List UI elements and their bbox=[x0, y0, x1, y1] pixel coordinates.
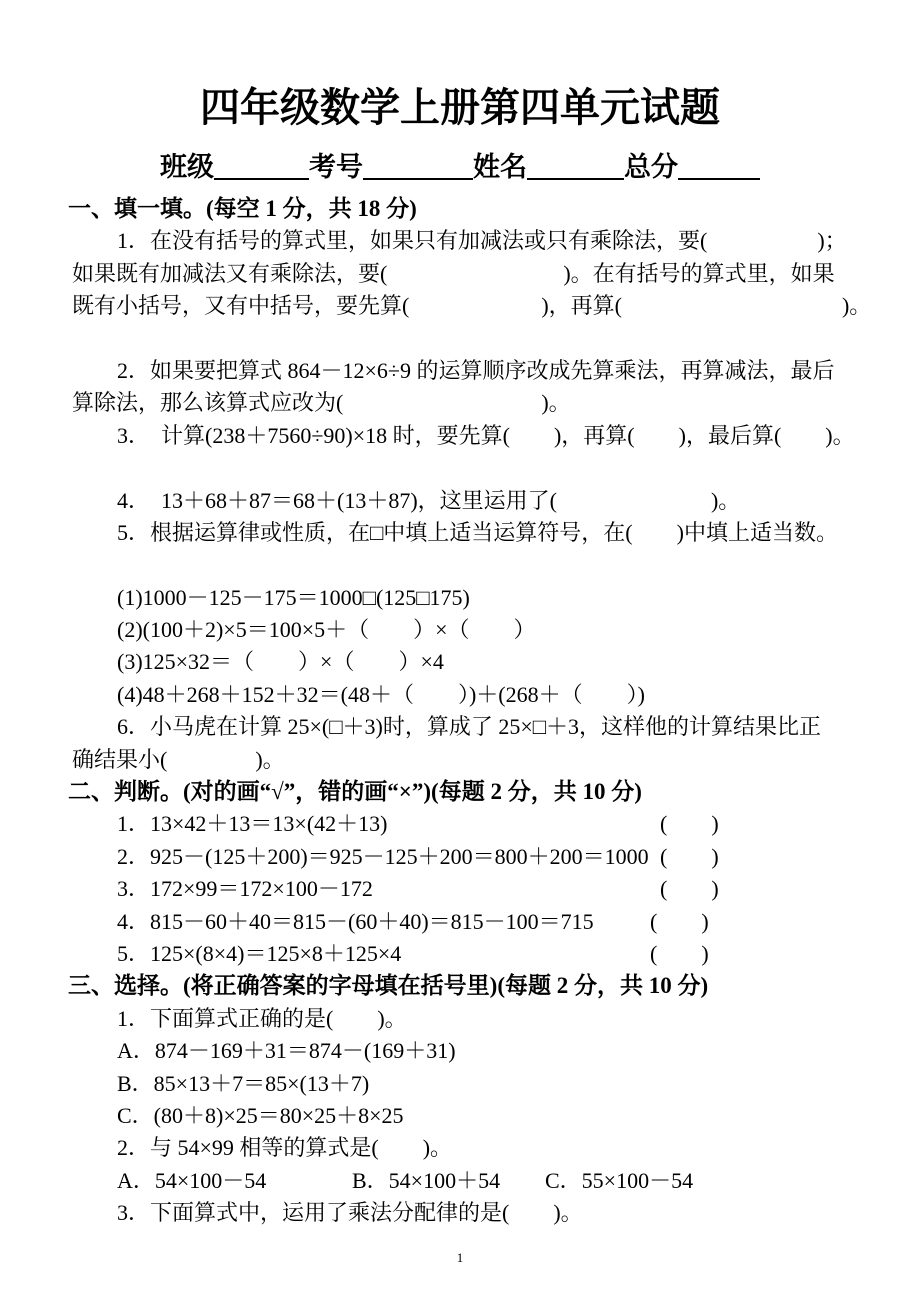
choice-q2-option-b: B．54×100＋54 bbox=[352, 1167, 501, 1193]
section-3-heading: 三、选择。(将正确答案的字母填在括号里)(每题 2 分，共 10 分) bbox=[68, 973, 709, 999]
judgment-statement: 4．815－60＋40＝815－(60＋40)＝815－100＝715 bbox=[117, 908, 594, 934]
judgment-answer-bracket: ( ) bbox=[660, 876, 719, 902]
exam-title: 四年级数学上册第四单元试题 bbox=[200, 86, 720, 130]
fill-q5-subitem-3: (3)125×32＝（ ）×（ ）×4 bbox=[117, 649, 444, 675]
section-1-heading: 一、填一填。(每空 1 分，共 18 分) bbox=[68, 196, 417, 221]
section-2-heading: 二、判断。(对的画“√”，错的画“×”)(每题 2 分，共 10 分) bbox=[68, 779, 642, 805]
fill-q4-line-1: 4． 13＋68＋87＝68＋(13＋87)，这里运用了( )。 bbox=[117, 487, 741, 513]
fill-q5-subitem-1: (1)1000－125－175＝1000□(125□175) bbox=[117, 584, 470, 610]
judgment-statement: 1．13×42＋13＝13×(42＋13) bbox=[117, 811, 388, 837]
judgment-statement: 2．925－(125＋200)＝925－125＋200＝800＋200＝1000 bbox=[117, 843, 649, 869]
fill-q2-line-1: 2．如果要把算式 864－12×6÷9 的运算顺序改成先算乘法，再算减法，最后 bbox=[117, 357, 835, 383]
fill-q6-line-2: 确结果小( )。 bbox=[72, 746, 285, 772]
total-score-blank-line bbox=[678, 178, 760, 180]
judgment-item-4 bbox=[0, 906, 920, 938]
judgment-statement: 5．125×(8×4)＝125×8＋125×4 bbox=[117, 940, 402, 966]
judgment-answer-bracket: ( ) bbox=[650, 940, 709, 966]
fill-q2-line-2: 算除法，那么该算式应改为( )。 bbox=[72, 390, 571, 416]
fill-q5-subitem-2: (2)(100＋2)×5＝100×5＋（ ）×（ ） bbox=[117, 617, 536, 643]
fill-q6-line-1: 6．小马虎在计算 25×(□＋3)时，算成了 25×□＋3，这样他的计算结果比正 bbox=[117, 714, 822, 740]
fill-q5-subitem-4: (4)48＋268＋152＋32＝(48＋（ ）)＋(268＋（ ）) bbox=[117, 681, 645, 707]
choice-q3-stem: 3．下面算式中，运用了乘法分配律的是( )。 bbox=[117, 1200, 583, 1226]
exam-number-blank-line bbox=[363, 178, 473, 180]
choice-q2-option-c: C．55×100－54 bbox=[545, 1167, 694, 1193]
total-score-label: 总分 bbox=[624, 152, 678, 182]
page-number: 1 bbox=[456, 1250, 464, 1265]
judgment-answer-bracket: ( ) bbox=[660, 843, 719, 869]
class-blank-line bbox=[214, 178, 309, 180]
choice-q1-option-b: B．85×13＋7＝85×(13＋7) bbox=[117, 1070, 370, 1096]
fill-q5-line-1: 5．根据运算律或性质，在□中填上适当运算符号，在( )中填上适当数。 bbox=[117, 519, 838, 545]
choice-q1-stem: 1．下面算式正确的是( )。 bbox=[117, 1005, 407, 1031]
choice-q2-option-a: A．54×100－54 bbox=[117, 1167, 267, 1193]
choice-q1-option-c: C．(80＋8)×25＝80×25＋8×25 bbox=[117, 1102, 404, 1128]
choice-q1-option-a: A．874－169＋31＝874－(169＋31) bbox=[117, 1038, 456, 1064]
name-blank-line bbox=[527, 178, 624, 180]
spacer bbox=[0, 549, 920, 581]
judgment-item-3 bbox=[0, 873, 920, 905]
fill-q1-line-1: 1．在没有括号的算式里，如果只有加减法或只有乘除法，要( )； bbox=[117, 228, 847, 254]
choice-q2-stem: 2．与 54×99 相等的算式是( )。 bbox=[117, 1135, 453, 1161]
exam-number-label: 考号 bbox=[309, 152, 363, 182]
exam-body bbox=[0, 193, 920, 1230]
judgment-item-1 bbox=[0, 808, 920, 840]
spacer bbox=[0, 323, 920, 355]
spacer bbox=[0, 452, 920, 484]
name-label: 姓名 bbox=[473, 152, 527, 182]
judgment-answer-bracket: ( ) bbox=[650, 908, 709, 934]
class-label: 班级 bbox=[160, 152, 214, 182]
judgment-item-5 bbox=[0, 938, 920, 970]
choice-q2-options-row bbox=[0, 1165, 920, 1197]
judgment-item-2 bbox=[0, 841, 920, 873]
student-info-row bbox=[0, 150, 920, 184]
fill-q1-line-2: 如果既有加减法又有乘除法，要( )。在有括号的算式里，如果 bbox=[72, 260, 835, 286]
judgment-statement: 3．172×99＝172×100－172 bbox=[117, 876, 373, 902]
fill-q1-line-3: 既有小括号，又有中括号，要先算( )，再算( )。 bbox=[72, 293, 872, 319]
fill-q3-line-1: 3． 计算(238＋7560÷90)×18 时，要先算( )，再算( )，最后算( )。 bbox=[117, 422, 855, 448]
judgment-answer-bracket: ( ) bbox=[660, 811, 719, 837]
